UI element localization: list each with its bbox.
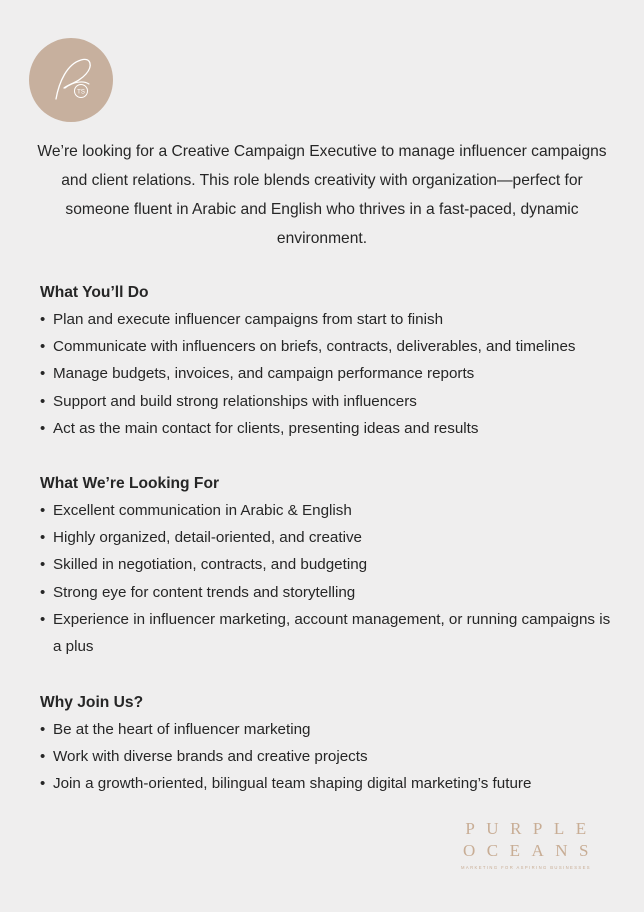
list-item <box>40 388 620 415</box>
bullet-list <box>40 716 620 798</box>
list-item <box>40 716 620 743</box>
bullet-icon: • <box>40 556 46 574</box>
bullet-icon: • <box>40 775 46 793</box>
brand-name-line2: OCEANS <box>462 841 600 860</box>
list-item <box>40 770 620 797</box>
bullet-list <box>40 306 620 442</box>
list-item <box>40 579 620 606</box>
list-item-text: Manage budgets, invoices, and campaign performance reports <box>53 365 475 383</box>
bullet-icon: • <box>40 311 46 328</box>
bullet-icon: • <box>40 502 46 519</box>
list-item-text: Excellent communication in Arabic & English <box>53 502 352 519</box>
section-heading: What You’ll Do <box>40 284 149 301</box>
list-item-text: Plan and execute influencer campaigns from start to finish <box>53 311 444 328</box>
bullet-icon: • <box>40 610 46 628</box>
list-item-text: Experience in influencer marketing, account management, or running campaigns is a plus <box>53 610 611 656</box>
list-item-text: Highly organized, detail-oriented, and creative <box>53 529 362 547</box>
list-item-text: Join a growth-oriented, bilingual team shaping digital marketing’s future <box>53 775 532 793</box>
list-item-text: Strong eye for content trends and storytelling <box>53 583 356 601</box>
brand-tagline: MARKETING FOR ASPIRING BUSINESSES <box>461 865 591 870</box>
list-item <box>40 551 620 578</box>
svg-text:TS: TS <box>77 89 85 96</box>
list-item <box>40 415 620 442</box>
intro-paragraph: We’re looking for a Creative Campaign Executive to manage influencer campaigns and client relations. This role blends creativity with organization—perfect for someone fluent in Arabic and English who thrives in a fast-paced, dynamic environment. <box>37 143 607 247</box>
section-what-were-looking-for <box>40 470 620 660</box>
bullet-icon: • <box>40 748 46 766</box>
leaf-logo-icon <box>29 38 113 122</box>
section-heading: What We’re Looking For <box>40 475 220 492</box>
list-item-text: Communicate with influencers on briefs, contracts, deliverables, and timelines <box>53 338 576 356</box>
list-item <box>40 743 620 770</box>
list-item <box>40 524 620 551</box>
section-heading: Why Join Us? <box>40 694 144 711</box>
bullet-icon: • <box>40 338 46 356</box>
bullet-icon: • <box>40 419 46 437</box>
bullet-icon: • <box>40 583 46 601</box>
list-item-text: Skilled in negotiation, contracts, and budgeting <box>53 556 368 574</box>
brand-name-line1: PURPLE <box>465 819 598 838</box>
bullet-icon: • <box>40 529 46 547</box>
section-why-join-us <box>40 689 620 798</box>
list-item <box>40 333 620 360</box>
list-item <box>40 497 620 524</box>
list-item <box>40 360 620 387</box>
bullet-icon: • <box>40 721 46 738</box>
bullet-icon: • <box>40 392 46 410</box>
section-what-youll-do <box>40 279 620 442</box>
brand-wordmark <box>446 818 606 872</box>
bullet-icon: • <box>40 365 46 383</box>
list-item-text: Support and build strong relationships with influencers <box>53 392 417 410</box>
list-item <box>40 606 620 660</box>
list-item-text: Act as the main contact for clients, presenting ideas and results <box>53 419 479 437</box>
list-item <box>40 306 620 333</box>
bullet-list <box>40 497 620 660</box>
list-item-text: Work with diverse brands and creative projects <box>53 748 368 766</box>
logo-emblem <box>29 38 113 122</box>
list-item-text: Be at the heart of influencer marketing <box>53 721 311 738</box>
